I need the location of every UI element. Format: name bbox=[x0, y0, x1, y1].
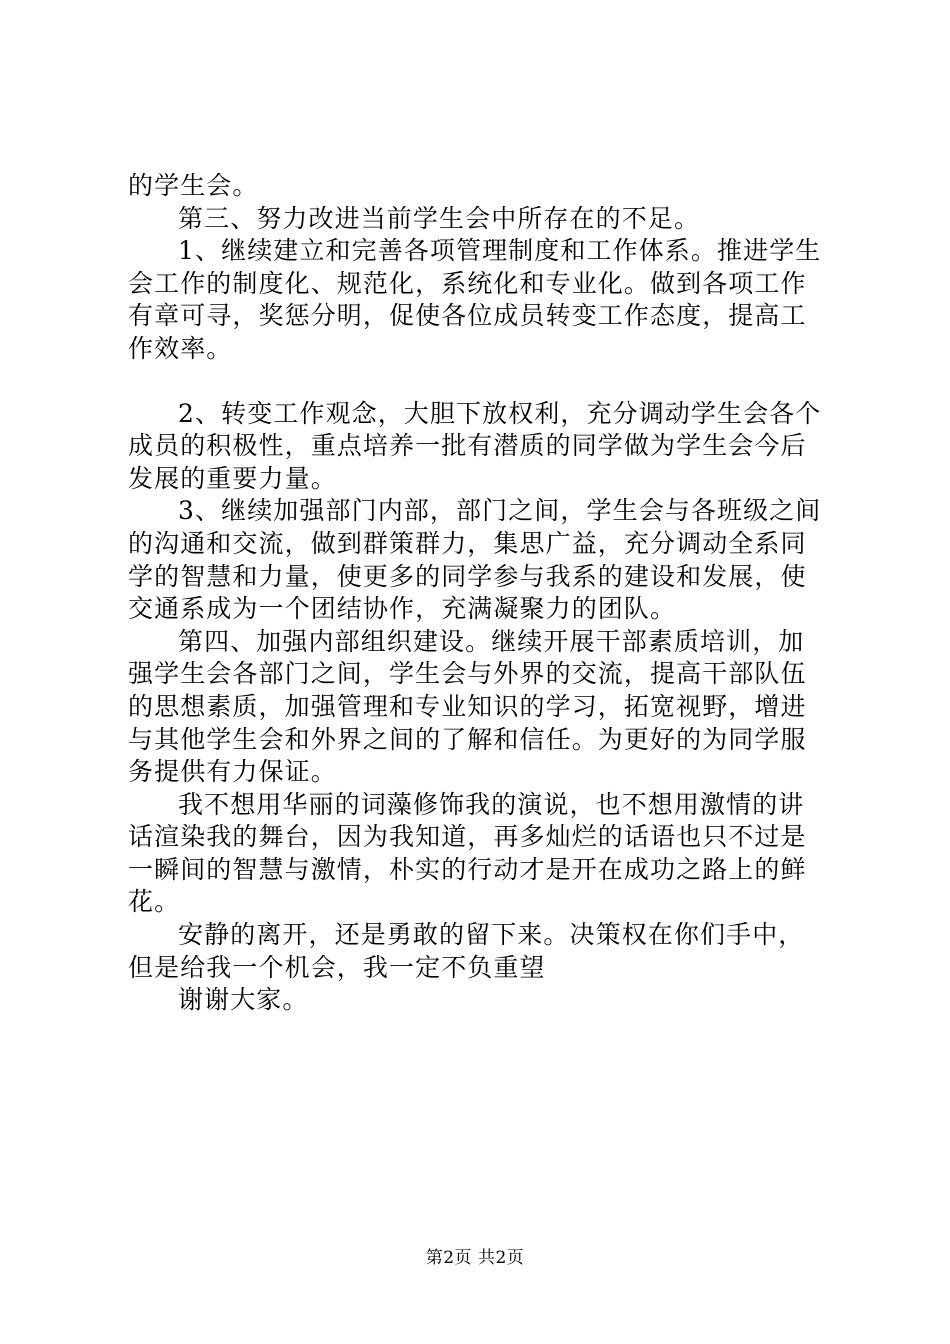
paragraph-continuation: 的学生会。 bbox=[128, 171, 259, 200]
paragraph-item-3: 3、继续加强部门内部，部门之间，学生会与各班级之间的沟通和交流，做到群策群力，集思广益，充分调动全系同学的智慧和力量，使更多的同学参与我系的建设和发展，使交通系成为一个团结协作，充满凝聚力的团队。 bbox=[128, 496, 822, 624]
page-footer: 第2页 共2页 bbox=[425, 1248, 525, 1268]
paragraph-item-2: 2、转变工作观念，大胆下放权利，充分调动学生会各个成员的积极性，重点培养一批有潜质的同学做为学生会今后发展的重要力量。 bbox=[128, 398, 822, 493]
paragraph-item-1: 1、继续建立和完善各项管理制度和工作体系。推进学生会工作的制度化、规范化，系统化和专业化。做到各项工作有章可寻，奖惩分明，促使各位成员转变工作态度，提高工作效率。 bbox=[128, 236, 822, 363]
document-body bbox=[128, 170, 828, 1017]
paragraph-thanks: 谢谢大家。 bbox=[178, 985, 309, 1015]
paragraph-closing-speech: 我不想用华丽的词藻修饰我的演说，也不想用激情的讲话渲染我的舞台，因为我知道，再多灿烂的话语也只不过是一瞬间的智慧与激情，朴实的行动才是开在成功之路上的鲜花。 bbox=[128, 789, 807, 917]
paragraph-section-three: 第三、努力改进当前学生会中所存在的不足。 bbox=[178, 203, 701, 233]
paragraph-section-four: 第四、加强内部组织建设。继续开展干部素质培训，加强学生会各部门之间，学生会与外界的交流，提高干部队伍的思想素质，加强管理和专业知识的学习，拓宽视野，增进与其他学生会和外界之间的了解和信任。为更好的为同学服务提供有力保证。 bbox=[128, 626, 807, 787]
paragraph-closing-appeal: 安静的离开，还是勇敢的留下来。决策权在你们手中，但是给我一个机会，我一定不负重望 bbox=[128, 920, 805, 982]
